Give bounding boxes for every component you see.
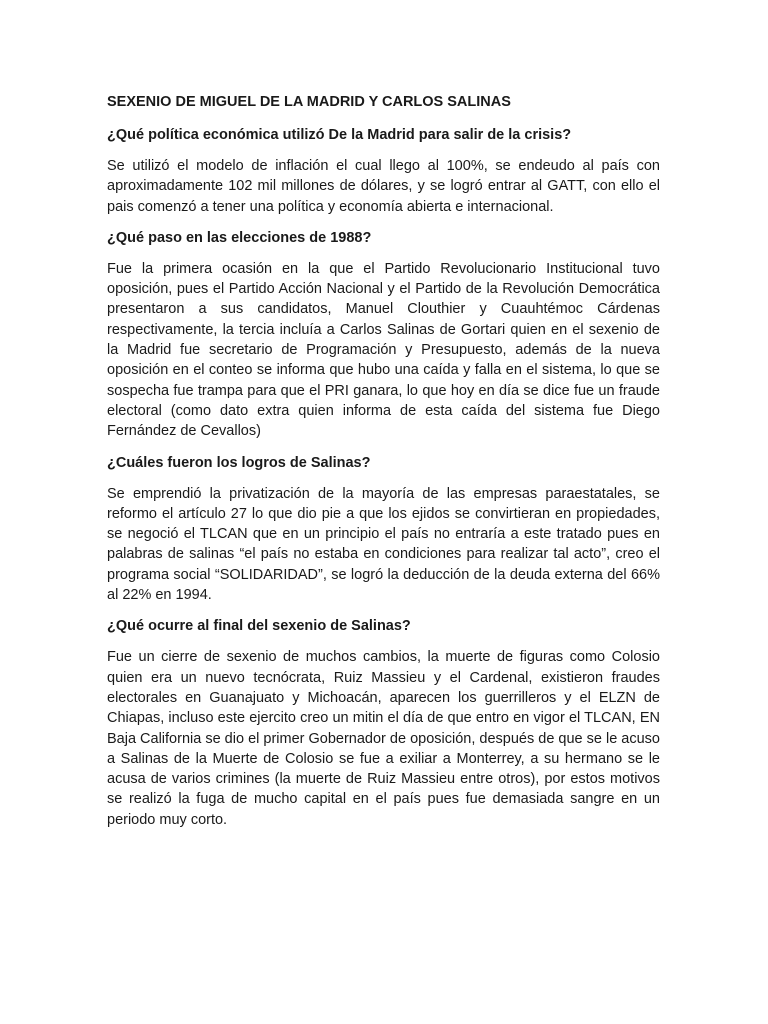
section-elections-1988 xyxy=(107,228,660,442)
section-economic-policy xyxy=(107,125,660,217)
question-heading: ¿Qué política económica utilizó De la Madrid para salir de la crisis? xyxy=(107,127,572,143)
question-heading: ¿Cuáles fueron los logros de Salinas? xyxy=(107,454,371,471)
question-heading: ¿Qué paso en las elecciones de 1988? xyxy=(107,229,372,246)
answer-paragraph: Fue un cierre de sexenio de muchos cambios, la muerte de figuras como Colosio quien era un nuevo tecnócrata, Ruiz Massieu y el Cardenal, existieron fraudes electorales en Guanajuato y Michoacán, aparecen los guerrilleros y el ELZN de Chiapas, incluso este ejercito creo un mitin el día de que entro en vigor el TLCAN, EN Baja California se dio el primer Gobernador de oposición, después de que se le acuso a Salinas de la Muerte de Colosio se fue a exiliar a Monterrey, a su hermano se le acusa de varios crimines (la muerte de Ruiz Massieu entre otros), por estos motivos se realizó la fuga de mucho capital en el país pues fue demasiada sangre en un periodo muy corto. xyxy=(107,649,660,828)
answer-paragraph: Se emprendió la privatización de la mayoría de las empresas paraestatales, se reformo el artículo 27 lo que dio pie a que los ejidos se convirtieran en propiedades, se negoció el TLCAN que en un principio el país no entraría a este tratado pues en palabras de salinas “el país no estaba en condiciones para realizar tal acto”, creo el programa social “SOLIDARIDAD”, se logró la deducción de la deuda externa del 66% al 22% en 1994. xyxy=(107,485,660,604)
document-body xyxy=(107,92,660,841)
section-salinas-achievements xyxy=(107,453,660,606)
document-title: SEXENIO DE MIGUEL DE LA MADRID Y CARLOS SALINAS xyxy=(107,94,511,110)
section-end-of-term xyxy=(107,616,660,830)
answer-paragraph: Se utilizó el modelo de inflación el cual llego al 100%, se endeudo al país con aproximadamente 102 mil millones de dólares, y se logró entrar al GATT, con ello el pais comenzó a tener una política y economía abierta e internacional. xyxy=(107,158,660,215)
answer-paragraph: Fue la primera ocasión en la que el Partido Revolucionario Institucional tuvo oposición, pues el Partido Acción Nacional y el Partido de la Revolución Democrática presentaron a sus candidatos, Manuel Clouthier y Cuauhtémoc Cárdenas respectivamente, la tercia incluía a Carlos Salinas de Gortari quien en el sexenio de la Madrid fue secretario de Programación y Presupuesto, además de la nueva oposición en el conteo se informa que hubo una caída y falla en el sistema, lo que se sospecha fue trampa para que el PRI ganara, lo que hoy en día se dice fue un fraude electoral (como dato extra quien informa de esta caída del sistema fue Diego Fernández de Cevallos) xyxy=(107,260,660,440)
question-heading: ¿Qué ocurre al final del sexenio de Salinas? xyxy=(107,618,411,635)
